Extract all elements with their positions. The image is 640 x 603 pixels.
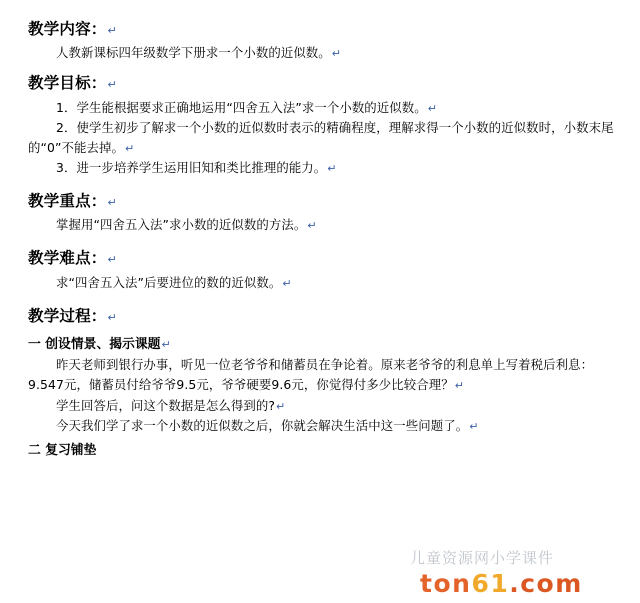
paragraph-text: 今天我们学了求一个小数的近似数之后，你就会解决生活中这一些问题了。 bbox=[56, 417, 469, 433]
pilcrow-mark: ↵ bbox=[107, 24, 117, 37]
pilcrow-mark: ↵ bbox=[282, 276, 292, 290]
pilcrow-mark: ↵ bbox=[331, 47, 342, 61]
section-heading-objectives bbox=[28, 72, 618, 95]
spacer bbox=[28, 293, 618, 305]
subsection-heading-text: 一 创设情景、揭示课题 bbox=[28, 336, 161, 352]
pilcrow-mark: ↵ bbox=[107, 78, 117, 92]
pilcrow-mark: ↵ bbox=[454, 379, 465, 393]
subsection-heading-situation bbox=[28, 335, 618, 355]
pilcrow-mark: ↵ bbox=[124, 141, 135, 155]
section-heading-difficulties bbox=[28, 247, 618, 270]
watermark-logo-part3: .com bbox=[509, 569, 583, 598]
spacer bbox=[28, 63, 618, 72]
watermark-logo bbox=[420, 569, 583, 598]
watermark-logo-part1: ton bbox=[420, 569, 472, 598]
pilcrow-mark: ↵ bbox=[427, 101, 438, 115]
pilcrow-mark: ↵ bbox=[276, 399, 286, 413]
paragraph-situation-3 bbox=[28, 416, 618, 436]
section-heading-content bbox=[28, 18, 618, 41]
section-heading-text: 教学难点： bbox=[28, 249, 107, 268]
paragraph-objective-1 bbox=[28, 98, 618, 118]
paragraph-objective-3 bbox=[28, 158, 618, 178]
watermark bbox=[402, 545, 638, 601]
watermark-logo-part2: 61 bbox=[471, 569, 510, 598]
spacer bbox=[28, 178, 618, 190]
section-heading-text: 教学目标： bbox=[28, 74, 107, 93]
paragraph-text: 昨天老师到银行办事，听见一位老爷爷和储蓄员在争论着。原来老爷爷的利息单上写着税后利息：9.547元，储蓄员付给爷爷9.5元，爷爷硬要9.6元，你觉得付多少比较合理？ bbox=[28, 357, 594, 393]
paragraph-situation-1 bbox=[28, 355, 618, 395]
paragraph-content-1 bbox=[28, 43, 618, 63]
subsection-heading-text: 二 复习铺垫 bbox=[28, 442, 97, 458]
section-heading-text: 教学过程： bbox=[28, 306, 107, 325]
paragraph-text: 3．进一步培养学生运用旧知和类比推理的能力。 bbox=[56, 159, 327, 175]
paragraph-text: 2．使学生初步了解求一个小数的近似数时表示的精确程度，理解求得一个小数的近似数时，小数末尾的“0”不能去掉。 bbox=[28, 119, 614, 155]
subsection-heading-review bbox=[28, 441, 618, 461]
pilcrow-mark: ↵ bbox=[107, 253, 117, 267]
pilcrow-mark: ↵ bbox=[307, 219, 317, 233]
section-heading-key-points bbox=[28, 190, 618, 213]
section-heading-text: 教学重点： bbox=[28, 191, 107, 210]
paragraph-difficulties-1 bbox=[28, 273, 618, 293]
spacer bbox=[28, 235, 618, 247]
pilcrow-mark: ↵ bbox=[107, 310, 117, 324]
paragraph-key-points-1 bbox=[28, 215, 618, 235]
paragraph-situation-2 bbox=[28, 396, 618, 416]
section-heading-process bbox=[28, 305, 618, 328]
pilcrow-mark: ↵ bbox=[107, 195, 117, 209]
pilcrow-mark: ↵ bbox=[469, 419, 479, 433]
pilcrow-mark: ↵ bbox=[327, 161, 337, 175]
paragraph-text: 掌握用“四舍五入法”求小数的近似数的方法。 bbox=[56, 217, 307, 233]
paragraph-objective-2 bbox=[28, 118, 618, 158]
paragraph-text: 学生回答后，问这个数据是怎么得到的? bbox=[56, 397, 276, 413]
section-heading-text: 教学内容： bbox=[28, 20, 107, 38]
pilcrow-mark: ↵ bbox=[161, 337, 171, 351]
watermark-text: 儿童资源网小学课件 bbox=[410, 549, 555, 567]
paragraph-text: 1．学生能根据要求正确地运用“四舍五入法”求一个小数的近似数。 bbox=[56, 99, 427, 115]
paragraph-text: 人教新课标四年级数学下册求一个小数的近似数。 bbox=[56, 45, 331, 61]
paragraph-text: 求“四舍五入法”后要进位的数的近似数。 bbox=[56, 274, 282, 290]
